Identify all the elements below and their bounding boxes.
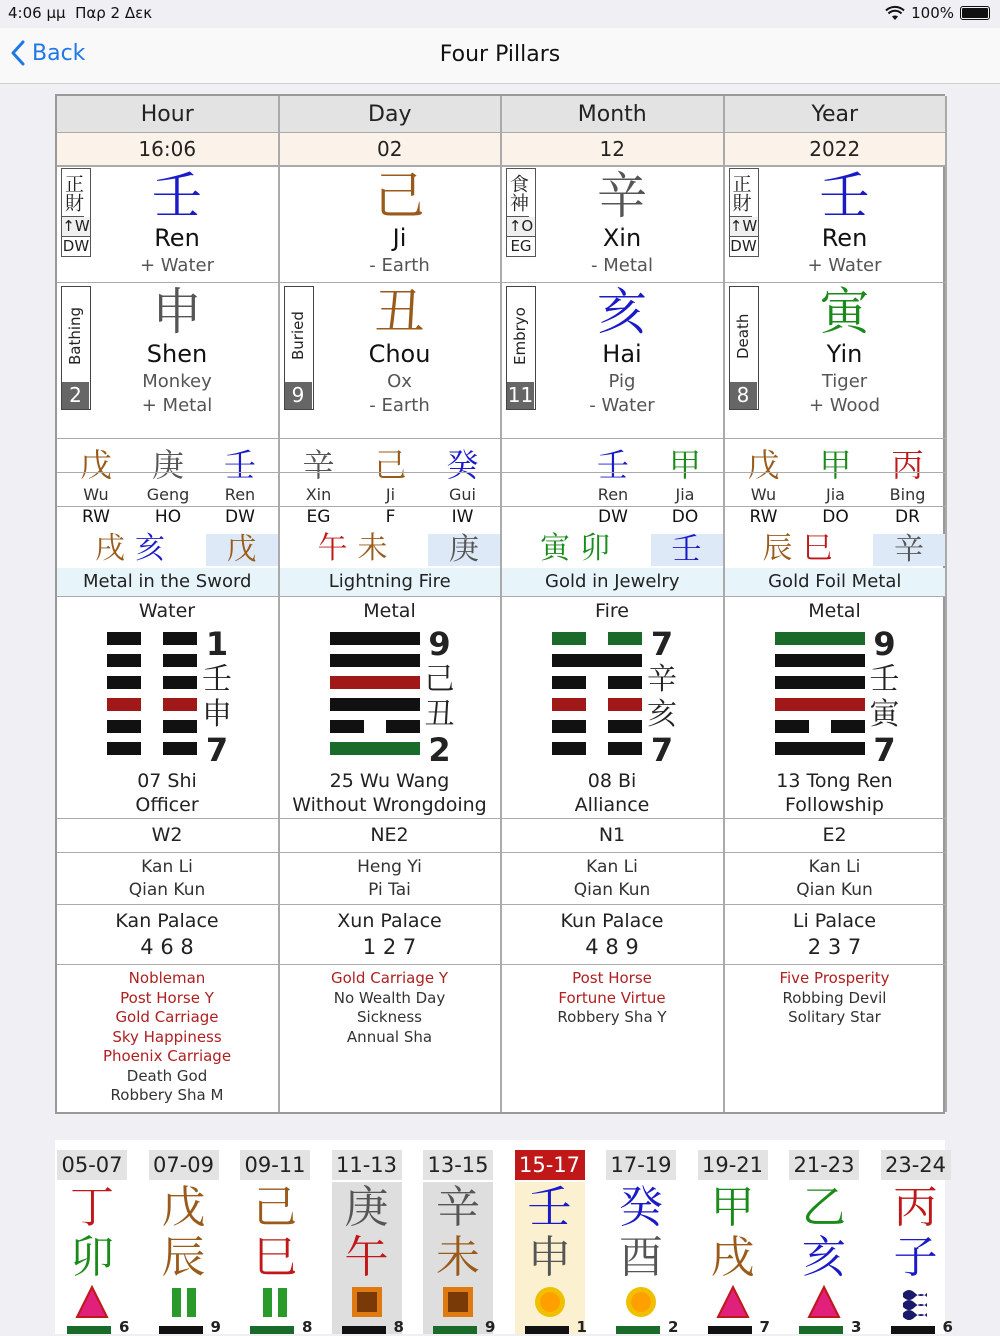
hexagram-number-top: 9 xyxy=(873,625,896,663)
hidden-stem-god: HO xyxy=(154,507,182,527)
hexagram-char-1: 辛 xyxy=(647,662,677,697)
hidden-stem-char: 庚 xyxy=(151,446,184,484)
heavenly-stem: 壬 xyxy=(819,167,870,225)
triangle-icon xyxy=(716,1285,750,1319)
hour-branch: 辰 xyxy=(161,1232,206,1283)
hour-range: 23-24 xyxy=(881,1150,951,1180)
hidden-stem-char: 戊 xyxy=(79,446,112,484)
row-divider xyxy=(57,818,947,819)
hidden-stem-char: 壬 xyxy=(223,446,256,484)
page-title: Four Pillars xyxy=(439,42,561,67)
hexagram-char-2: 丑 xyxy=(424,697,455,732)
hexagram-icon xyxy=(330,628,420,763)
ten-god-abbr: DW xyxy=(730,237,757,255)
star-item: Fortune Virtue xyxy=(558,988,666,1007)
heavenly-stem: 己 xyxy=(374,167,425,225)
zodiac-animal: Monkey xyxy=(142,371,212,392)
status-time: 4:06 μμ xyxy=(8,4,66,22)
star-item: Sickness xyxy=(357,1008,422,1026)
ten-god-box xyxy=(506,168,536,257)
star-item: Phoenix Carriage xyxy=(102,1047,232,1065)
palace xyxy=(502,908,722,960)
hexagram-number-top: 9 xyxy=(428,625,451,663)
stem-combination: 壬 xyxy=(651,534,723,566)
status-bar xyxy=(0,0,1000,28)
pillar-date: 02 xyxy=(280,133,503,166)
pillar-header: Month xyxy=(502,96,725,133)
hidden-stem-pinyin: Bing xyxy=(889,485,926,504)
earthly-branch: 申 xyxy=(152,283,202,341)
hidden-stem-char: 己 xyxy=(374,446,407,484)
hidden-stem-god: IW xyxy=(451,507,474,527)
star-item: Five Prosperity xyxy=(779,969,890,987)
hexagram-icon xyxy=(775,628,865,763)
life-stage: Buried xyxy=(288,311,307,361)
trigram-pair-2: Pi Tai xyxy=(368,880,411,900)
pillar-column xyxy=(280,166,503,1112)
ten-god-box xyxy=(61,168,91,257)
zodiac-animal: Pig xyxy=(608,371,636,392)
branch-element: - Water xyxy=(589,395,655,416)
trigram-pair xyxy=(502,856,722,902)
stem-combination: 辛 xyxy=(873,534,945,566)
hour-stem: 乙 xyxy=(802,1182,846,1233)
hexagram-char-1: 壬 xyxy=(869,662,900,697)
combo-char: 未 xyxy=(357,531,388,566)
hour-range: 11-13 xyxy=(332,1150,402,1180)
hour-slot[interactable] xyxy=(238,1140,328,1334)
life-stage-number: 11 xyxy=(507,383,534,407)
branch-combination xyxy=(502,530,723,568)
nayin-label: Gold Foil Metal xyxy=(725,568,946,596)
life-stage-box xyxy=(729,286,759,410)
life-stage-number: 8 xyxy=(730,382,757,409)
row-divider xyxy=(57,506,947,507)
hour-stem: 庚 xyxy=(344,1182,389,1233)
nayin-label: Lightning Fire xyxy=(280,568,501,596)
hidden-stem xyxy=(132,446,204,529)
hidden-stem-pinyin: Wu xyxy=(83,485,109,504)
combo-char: 辰 xyxy=(762,531,793,566)
hidden-stem-god: DO xyxy=(671,507,699,527)
hexagram-title: 08 Bi xyxy=(587,770,637,792)
hexagram-meaning: Alliance xyxy=(574,794,650,816)
life-stage: Embryo xyxy=(511,307,529,365)
hour-branch: 卯 xyxy=(70,1232,114,1283)
hexagram-icon xyxy=(552,628,642,763)
branch-combination xyxy=(725,530,946,568)
hexagram-char-2: 申 xyxy=(202,697,232,732)
hexagram-char-1: 己 xyxy=(424,662,455,697)
hexagram-number-bottom: 7 xyxy=(650,731,674,769)
direction: N1 xyxy=(598,824,626,846)
hidden-stem xyxy=(728,446,800,529)
hidden-stem xyxy=(60,446,132,529)
four-pillars-table xyxy=(55,94,945,1114)
trigram-pair xyxy=(725,856,945,902)
palace-name: Kan Palace xyxy=(115,910,219,932)
hexagram-numbers xyxy=(201,626,233,768)
trigram-pair-1: Kan Li xyxy=(141,857,193,877)
hour-range: 15-17 xyxy=(515,1150,585,1180)
star-item: No Wealth Day xyxy=(333,988,446,1007)
hour-number: 2 xyxy=(668,1318,679,1336)
square-icon xyxy=(350,1285,384,1319)
hidden-stem-pinyin: Ren xyxy=(224,485,256,504)
row-divider xyxy=(57,596,947,597)
row-divider xyxy=(57,438,947,439)
hidden-stem-god: RW xyxy=(749,507,778,527)
hour-stem: 甲 xyxy=(710,1182,755,1233)
hour-range: 09-11 xyxy=(240,1150,310,1180)
stem-element: - Earth xyxy=(369,255,430,276)
hour-slot[interactable] xyxy=(696,1140,786,1334)
nayin-label: Metal in the Sword xyxy=(57,568,278,596)
palace xyxy=(725,908,945,960)
hidden-stem xyxy=(427,446,499,529)
zodiac-animal: Ox xyxy=(387,371,412,392)
pillar-date: 12 xyxy=(502,133,725,166)
heavenly-stem: 辛 xyxy=(597,167,647,225)
branch-combination xyxy=(57,530,278,568)
hour-branch: 申 xyxy=(527,1232,572,1283)
symbolic-stars xyxy=(280,969,500,1047)
hexagram-numbers xyxy=(646,626,678,768)
star-item: Death God xyxy=(126,1066,208,1085)
hour-branch: 子 xyxy=(893,1232,938,1283)
trigram-pair-1: Heng Yi xyxy=(357,857,422,877)
hidden-stem-pinyin: Jia xyxy=(675,485,695,504)
life-stage-number: 9 xyxy=(285,382,312,409)
battery-percent: 100% xyxy=(911,4,954,22)
back-label: Back xyxy=(32,40,86,66)
hidden-stem-god: EG xyxy=(306,507,331,527)
hour-stem: 壬 xyxy=(527,1182,572,1233)
hidden-stem xyxy=(355,446,427,529)
hour-slot[interactable] xyxy=(55,1140,145,1334)
branch-pinyin: Shen xyxy=(146,340,208,368)
hidden-stem-char: 甲 xyxy=(819,446,852,484)
hidden-stem xyxy=(204,446,276,529)
hexagram-element: Water xyxy=(138,600,196,622)
hour-stem: 丙 xyxy=(893,1182,938,1233)
stem-element: + Water xyxy=(139,255,214,276)
hexagram-meaning: Without Wrongdoing xyxy=(292,794,487,816)
branch-element: + Metal xyxy=(141,395,213,416)
square-icon xyxy=(441,1285,475,1319)
hour-number: 9 xyxy=(210,1318,221,1336)
branch-pinyin: Hai xyxy=(602,340,642,368)
ten-god-arrow: ↑O xyxy=(508,217,534,235)
hour-slot[interactable] xyxy=(421,1140,511,1334)
star-item: Gold Carriage Y xyxy=(330,969,449,987)
stem-pinyin: Xin xyxy=(602,224,642,252)
hexagram-numbers xyxy=(869,626,901,768)
hour-branch: 午 xyxy=(344,1232,389,1283)
palace-numbers: 4 6 8 xyxy=(140,935,194,959)
hidden-stem xyxy=(577,446,649,529)
symbolic-stars xyxy=(725,969,945,1028)
pillar-header: Hour xyxy=(57,96,280,133)
star-item: Sky Happiness xyxy=(112,1027,222,1046)
row-divider xyxy=(57,904,947,905)
hexagram-char-2: 亥 xyxy=(647,697,677,732)
star-item: Post Horse xyxy=(572,969,652,987)
star-item: Robbery Sha M xyxy=(110,1086,224,1104)
hexagram-char-2: 寅 xyxy=(869,697,900,732)
branch-combination xyxy=(280,530,501,568)
row-divider xyxy=(57,282,947,283)
direction: E2 xyxy=(822,824,847,846)
star-item: Solitary Star xyxy=(788,1008,881,1026)
star-item: Annual Sha xyxy=(346,1027,433,1046)
nayin-label: Gold in Jewelry xyxy=(502,568,723,596)
branch-pinyin: Chou xyxy=(368,340,431,368)
combo-char: 寅 xyxy=(540,531,570,566)
palace xyxy=(280,908,500,960)
zodiac-animal: Tiger xyxy=(821,371,868,392)
hidden-stem-char: 癸 xyxy=(446,446,479,484)
direction: W2 xyxy=(151,824,183,846)
wifi-icon xyxy=(885,6,905,21)
pillar-column xyxy=(725,166,948,1112)
stem-pinyin: Ji xyxy=(392,224,407,252)
hour-number: 7 xyxy=(759,1318,770,1336)
hour-range: 19-21 xyxy=(698,1150,768,1180)
star-item: Nobleman xyxy=(128,969,206,987)
hexagram-number-bottom: 7 xyxy=(873,731,896,769)
life-stage-box xyxy=(284,286,314,410)
hidden-stem-pinyin: Ren xyxy=(597,485,629,504)
hexagram-title: 25 Wu Wang xyxy=(329,770,450,792)
hour-slot[interactable] xyxy=(787,1140,877,1334)
hidden-stem xyxy=(800,446,872,529)
hour-slot[interactable] xyxy=(879,1140,969,1334)
hidden-stem-god: DW xyxy=(225,507,255,527)
hexagram-char-1: 壬 xyxy=(202,662,232,697)
ten-god-abbr: EG xyxy=(510,237,532,255)
earthly-branch: 亥 xyxy=(597,283,647,341)
hexagram-number-bottom: 2 xyxy=(428,731,451,769)
palace-name: Li Palace xyxy=(792,910,877,932)
branch-pinyin: Yin xyxy=(826,340,863,368)
hour-number: 6 xyxy=(942,1318,953,1336)
hidden-stem-char: 丙 xyxy=(891,446,924,484)
combo-char: 亥 xyxy=(135,531,165,566)
hexagram-name xyxy=(57,769,277,817)
hour-range: 05-07 xyxy=(57,1150,127,1180)
hour-stem: 己 xyxy=(253,1182,297,1233)
hidden-stem-pinyin: Ji xyxy=(385,485,396,504)
hour-branch: 戌 xyxy=(710,1232,755,1283)
trigram-pair-1: Kan Li xyxy=(586,857,638,877)
hidden-stem-pinyin: Wu xyxy=(750,485,777,504)
star-item: Robbing Devil xyxy=(782,988,887,1007)
hidden-stem xyxy=(649,446,721,529)
heavenly-stem: 壬 xyxy=(152,167,202,225)
row-divider xyxy=(57,472,947,473)
stem-pinyin: Ren xyxy=(154,224,200,252)
direction: NE2 xyxy=(370,824,409,846)
stem-combination: 戊 xyxy=(206,534,278,566)
earthly-branch: 丑 xyxy=(374,283,425,341)
star-item: Robbery Sha Y xyxy=(557,1008,667,1026)
hidden-stem-pinyin: Gui xyxy=(449,485,476,504)
hour-stem: 戊 xyxy=(161,1182,206,1233)
hour-range: 07-09 xyxy=(149,1150,219,1180)
pillar-column xyxy=(57,166,280,1112)
hidden-stem-pinyin: Xin xyxy=(305,485,332,504)
row-divider xyxy=(57,964,947,965)
hour-slot[interactable] xyxy=(330,1140,420,1334)
battery-icon xyxy=(960,6,990,20)
hexagram-name xyxy=(502,769,722,817)
ten-god-arrow: ↑W xyxy=(729,217,758,235)
hour-range: 13-15 xyxy=(423,1150,493,1180)
pillar-header: Day xyxy=(280,96,503,133)
double-bar-icon xyxy=(258,1285,292,1319)
pillar-date: 16:06 xyxy=(57,133,280,166)
star-item: Post Horse Y xyxy=(120,988,214,1007)
hidden-stem-pinyin: Geng xyxy=(146,485,190,504)
hidden-stem xyxy=(283,446,355,529)
combo-char: 午 xyxy=(317,531,348,566)
hidden-stem-char: 戊 xyxy=(747,446,780,484)
hour-slot[interactable] xyxy=(513,1140,603,1334)
trigram-pair-2: Qian Kun xyxy=(573,880,651,900)
trigram-pair xyxy=(280,856,500,902)
life-stage: Death xyxy=(733,313,752,359)
hexagram-number-bottom: 7 xyxy=(205,731,229,769)
hexagram-name xyxy=(280,769,500,817)
trigram-pair-2: Qian Kun xyxy=(796,880,873,900)
hexagram-element: Fire xyxy=(595,600,629,622)
ten-god-arrow: ↑W xyxy=(62,217,90,235)
hour-number: 8 xyxy=(393,1318,404,1336)
symbolic-stars xyxy=(502,969,722,1028)
hexagram-numbers xyxy=(424,626,456,768)
ten-god-abbr: DW xyxy=(62,237,90,255)
hour-stem: 癸 xyxy=(619,1182,663,1233)
hexagram-element: Metal xyxy=(363,600,416,622)
life-stage-box xyxy=(506,286,536,410)
hidden-stem-god: DO xyxy=(822,507,849,527)
double-bar-icon xyxy=(167,1285,201,1319)
hour-number: 9 xyxy=(485,1318,496,1336)
hour-number: 1 xyxy=(576,1318,587,1336)
row-divider xyxy=(57,852,947,853)
life-stage: Bathing xyxy=(66,306,84,366)
hour-stem: 丁 xyxy=(70,1182,114,1233)
ten-god-chinese: 正財 xyxy=(62,169,84,217)
nav-bar xyxy=(0,28,1000,84)
hour-slot[interactable] xyxy=(147,1140,237,1334)
hidden-stem-god: DW xyxy=(598,507,628,527)
sun-icon xyxy=(533,1285,567,1319)
hexagram-title: 07 Shi xyxy=(137,770,197,792)
combo-char: 巳 xyxy=(802,531,833,566)
hour-range: 21-23 xyxy=(789,1150,859,1180)
hour-branch: 巳 xyxy=(253,1232,297,1283)
hexagram-meaning: Followship xyxy=(785,794,884,816)
combo-char: 卯 xyxy=(580,531,610,566)
hidden-stem xyxy=(872,446,944,529)
palace-numbers: 4 8 9 xyxy=(585,935,639,959)
pillar-header: Year xyxy=(725,96,948,133)
triangle-icon xyxy=(807,1285,841,1319)
hour-branch: 亥 xyxy=(802,1232,846,1283)
wave-icon xyxy=(899,1285,933,1319)
hexagram-number-top: 7 xyxy=(650,625,674,663)
hexagram-number-top: 1 xyxy=(205,625,229,663)
ten-god-chinese: 食神 xyxy=(507,169,529,217)
hour-branch: 未 xyxy=(436,1232,480,1283)
pillar-column xyxy=(502,166,725,1112)
hour-number: 6 xyxy=(119,1318,130,1336)
symbolic-stars xyxy=(57,969,277,1106)
trigram-pair-2: Qian Kun xyxy=(128,880,206,900)
triangle-icon xyxy=(75,1285,109,1319)
stem-element: + Water xyxy=(807,255,882,276)
branch-element: + Wood xyxy=(809,395,880,416)
status-date: Παρ 2 Δεκ xyxy=(75,4,153,22)
trigram-pair-1: Kan Li xyxy=(808,857,861,877)
life-stage-box xyxy=(61,286,91,410)
hidden-stem-char: 壬 xyxy=(596,446,629,484)
hidden-stem-god: DR xyxy=(895,507,920,527)
stem-combination: 庚 xyxy=(428,534,500,566)
palace-name: Xun Palace xyxy=(337,910,442,932)
hour-range: 17-19 xyxy=(606,1150,676,1180)
stem-element: - Metal xyxy=(591,255,653,276)
earthly-branch: 寅 xyxy=(819,283,870,341)
palace xyxy=(57,908,277,960)
hexagram-title: 13 Tong Ren xyxy=(776,770,893,792)
hidden-stem-god: RW xyxy=(82,507,110,527)
palace-numbers: 2 3 7 xyxy=(807,935,862,959)
branch-element: - Earth xyxy=(369,395,430,416)
hexagram-icon xyxy=(107,628,197,763)
trigram-pair xyxy=(57,856,277,902)
hidden-stem-pinyin: Jia xyxy=(826,485,845,504)
hidden-stem-char: 甲 xyxy=(668,446,701,484)
stem-pinyin: Ren xyxy=(821,224,868,252)
hidden-stem-char: 辛 xyxy=(302,446,335,484)
hidden-stem-god: F xyxy=(385,507,396,527)
row-divider xyxy=(57,166,947,167)
ten-god-chinese: 正財 xyxy=(730,169,752,217)
life-stage-number: 2 xyxy=(62,382,89,409)
ten-god-box xyxy=(729,168,759,257)
palace-numbers: 1 2 7 xyxy=(362,935,417,959)
combo-char: 戌 xyxy=(95,531,125,566)
hour-branch: 酉 xyxy=(619,1232,663,1283)
hour-slot[interactable] xyxy=(604,1140,694,1334)
palace-name: Kun Palace xyxy=(560,910,664,932)
hour-pillars-strip[interactable] xyxy=(55,1140,953,1336)
hour-number: 3 xyxy=(851,1318,862,1336)
hour-stem: 辛 xyxy=(436,1182,480,1233)
hexagram-name xyxy=(725,769,945,817)
hexagram-element: Metal xyxy=(808,600,861,622)
star-item: Gold Carriage xyxy=(115,1008,219,1026)
pillar-date: 2022 xyxy=(725,133,948,166)
hour-number: 8 xyxy=(302,1318,313,1336)
sun-icon xyxy=(624,1285,658,1319)
hexagram-meaning: Officer xyxy=(135,794,199,816)
